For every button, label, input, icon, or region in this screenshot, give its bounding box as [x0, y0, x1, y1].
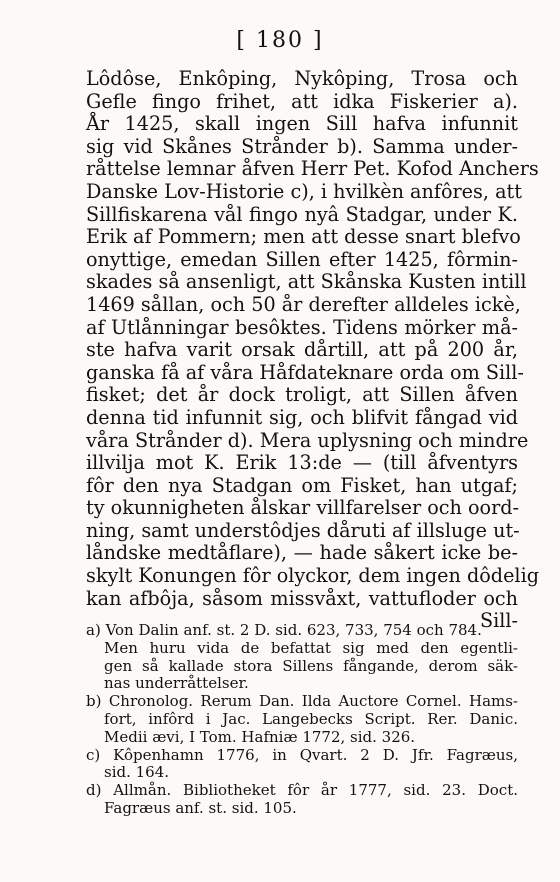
text-line: Erik af Pommern; men att desse snart blefvo	[86, 225, 521, 249]
text-line: skylt Konungen fôr olyckor, dem ingen dôdelig	[86, 564, 539, 588]
text-line: Gefle fingo frihet, att idka Fiskerier a).	[86, 89, 518, 113]
page-number: [ 180 ]	[236, 28, 324, 53]
footnote-line: Fagræus anf. st. sid. 105.	[104, 798, 297, 817]
text-line: ste hafva varit orsak dårtill, att på 200 år,	[86, 338, 518, 362]
text-line: råttelse lemnar åfven Herr Pet. Kofod Anchers	[86, 157, 539, 181]
text-line: Sillfiskarena vål fingo nyâ Stadgar, under K.	[86, 202, 518, 226]
text-line: Lôdôse, Enkôping, Nykôping, Trosa och	[86, 67, 518, 90]
text-line: illvilja mot K. Erik 13:de — (till åfventyrs	[86, 451, 518, 475]
text-line: 1469 sållan, och 50 år derefter alldeles ickè,	[86, 292, 521, 316]
footnote-line: Men huru vida de befattat sig med den egentli-	[104, 638, 518, 657]
footnote-line: d) Allmån. Bibliotheket fôr år 1777, sid. 23. Doct.	[86, 781, 518, 800]
footnote-line: a) Von Dalin anf. st. 2 D. sid. 623, 733, 754 och 784.	[86, 621, 482, 639]
text-line: ning, samt understôdjes dåruti af illsluge ut-	[86, 518, 520, 542]
text-line: Danske Lov-Historie c), i hvilkèn anfôres, att	[86, 179, 522, 203]
footnote-line: fort, infôrd i Jac. Langebecks Script. Rer. Danic.	[104, 709, 518, 728]
footnote-line: sid. 164.	[104, 763, 170, 782]
text-line: denna tid infunnit sig, och blifvit fångad vid	[86, 405, 518, 429]
text-line: ganska få af våra Håfdateknare orda om Sill-	[86, 360, 524, 384]
text-line: fisket; det år dock troligt, att Sillen åfven	[86, 383, 518, 407]
text-line: Sill-	[479, 609, 518, 633]
footnote-line: Medii ævi, I Tom. Hafniæ 1772, sid. 326.	[104, 727, 416, 746]
footnote-line: b) Chronolog. Rerum Dan. Ilda Auctore Cornel. Hams-	[86, 692, 518, 711]
text-line: ty okunnigheten ålskar villfarelser och oord-	[86, 496, 520, 520]
text-line: kan afbôja, såsom missvåxt, vattufloder och	[86, 586, 518, 610]
text-line: skades så ansenligt, att Skånska Kusten intill	[86, 270, 527, 294]
text-line: År 1425, skall ingen Sill hafva infunnit	[86, 112, 518, 136]
text-line: fôr den nya Stadgan om Fisket, han utgaf;	[86, 473, 518, 497]
text-line: låndske medtåflare), — hade såkert icke be-	[86, 541, 518, 565]
text-line: sig vid Skånes Strånder b). Samma under-	[86, 134, 518, 158]
body-text	[86, 67, 539, 633]
text-line: af Utlånningar besôktes. Tidens mörker må-	[86, 315, 518, 339]
footnote-line: c) Kôpenhamn 1776, in Qvart. 2 D. Jfr. Fagræus,	[86, 745, 518, 764]
text-line: våra Strånder d). Mera uplysning och mindre	[86, 428, 529, 452]
text-line: onyttige, emedan Sillen efter 1425, fôrmin-	[86, 247, 518, 271]
footnote-line: nas underråttelser.	[104, 674, 249, 693]
footnotes	[86, 622, 518, 818]
footnote-line: gen så kallade stora Sillens fångande, derom säk-	[104, 656, 518, 675]
